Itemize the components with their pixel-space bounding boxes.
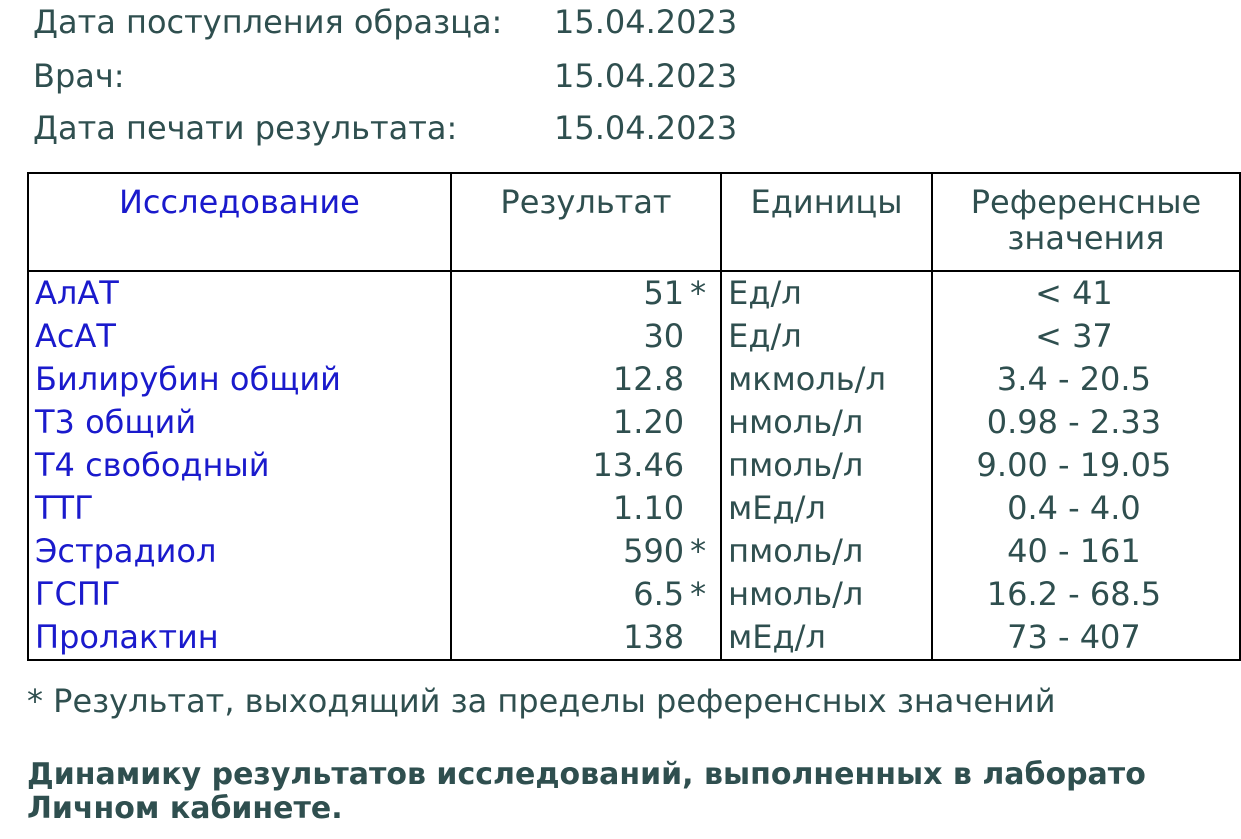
test-units: Ед/л	[721, 271, 932, 315]
result-value: 6.5	[633, 575, 685, 613]
out-of-range-flag: *	[690, 274, 707, 312]
test-units: мЕд/л	[721, 487, 932, 530]
test-name: ГСПГ	[28, 573, 451, 616]
meta-value: 15.04.2023	[554, 57, 738, 95]
lk-notice-line1: Динамику результатов исследований, выполненных в лаборато	[27, 757, 1146, 792]
table-row	[28, 358, 1240, 401]
test-reference: 0.4 - 4.0	[932, 487, 1240, 530]
test-result	[451, 444, 721, 487]
test-reference: < 37	[932, 315, 1240, 358]
result-value: 1.20	[612, 403, 685, 441]
test-result	[451, 530, 721, 573]
result-value: 1.10	[612, 489, 685, 527]
header-units: Единицы	[721, 173, 932, 271]
test-units: нмоль/л	[721, 573, 932, 616]
test-reference: 0.98 - 2.33	[932, 401, 1240, 444]
test-result	[451, 315, 721, 358]
test-name: Пролактин	[28, 616, 451, 660]
test-name: АсАТ	[28, 315, 451, 358]
test-reference: 3.4 - 20.5	[932, 358, 1240, 401]
result-value: 138	[623, 618, 685, 656]
test-name: Билирубин общий	[28, 358, 451, 401]
table-row	[28, 401, 1240, 444]
test-result	[451, 616, 721, 660]
header-reference-line2: значения	[1007, 219, 1165, 257]
test-units: пмоль/л	[721, 530, 932, 573]
lk-notice	[27, 758, 1146, 826]
test-result	[451, 358, 721, 401]
table-row	[28, 487, 1240, 530]
out-of-range-flag: *	[690, 532, 707, 570]
test-units: пмоль/л	[721, 444, 932, 487]
result-value: 51	[643, 274, 685, 312]
test-reference: 16.2 - 68.5	[932, 573, 1240, 616]
table-row	[28, 573, 1240, 616]
table-row	[28, 315, 1240, 358]
results-table	[27, 172, 1241, 661]
table-header-row	[28, 173, 1240, 271]
out-of-range-flag: *	[690, 575, 707, 613]
header-result: Результат	[451, 173, 721, 271]
result-value: 12.8	[612, 360, 685, 398]
test-name: ТТГ	[28, 487, 451, 530]
header-reference	[932, 173, 1240, 271]
lk-notice-line2: Личном кабинете.	[27, 791, 343, 826]
test-name: Т4 свободный	[28, 444, 451, 487]
test-units: Ед/л	[721, 315, 932, 358]
meta-value: 15.04.2023	[554, 109, 738, 147]
footnote: * Результат, выходящий за пределы референсных значений	[27, 682, 1056, 720]
test-name: АлАТ	[28, 271, 451, 315]
header-reference-line1: Референсные	[970, 183, 1202, 221]
test-name: Т3 общий	[28, 401, 451, 444]
test-name: Эстрадиол	[28, 530, 451, 573]
table-row	[28, 444, 1240, 487]
test-result	[451, 573, 721, 616]
meta-label: Дата печати результата:	[33, 109, 458, 147]
result-value: 590	[623, 532, 685, 570]
test-reference: 9.00 - 19.05	[932, 444, 1240, 487]
header-name: Исследование	[28, 173, 451, 271]
meta-value: 15.04.2023	[554, 3, 738, 41]
meta-label: Дата поступления образца:	[33, 3, 503, 41]
table-row	[28, 616, 1240, 660]
table-row	[28, 271, 1240, 315]
test-result	[451, 401, 721, 444]
table-row	[28, 530, 1240, 573]
test-units: мЕд/л	[721, 616, 932, 660]
test-result	[451, 271, 721, 315]
test-result	[451, 487, 721, 530]
result-value: 30	[643, 317, 685, 355]
result-value: 13.46	[592, 446, 685, 484]
test-reference: < 41	[932, 271, 1240, 315]
test-units: нмоль/л	[721, 401, 932, 444]
test-reference: 73 - 407	[932, 616, 1240, 660]
meta-label: Врач:	[33, 57, 125, 95]
test-reference: 40 - 161	[932, 530, 1240, 573]
test-units: мкмоль/л	[721, 358, 932, 401]
